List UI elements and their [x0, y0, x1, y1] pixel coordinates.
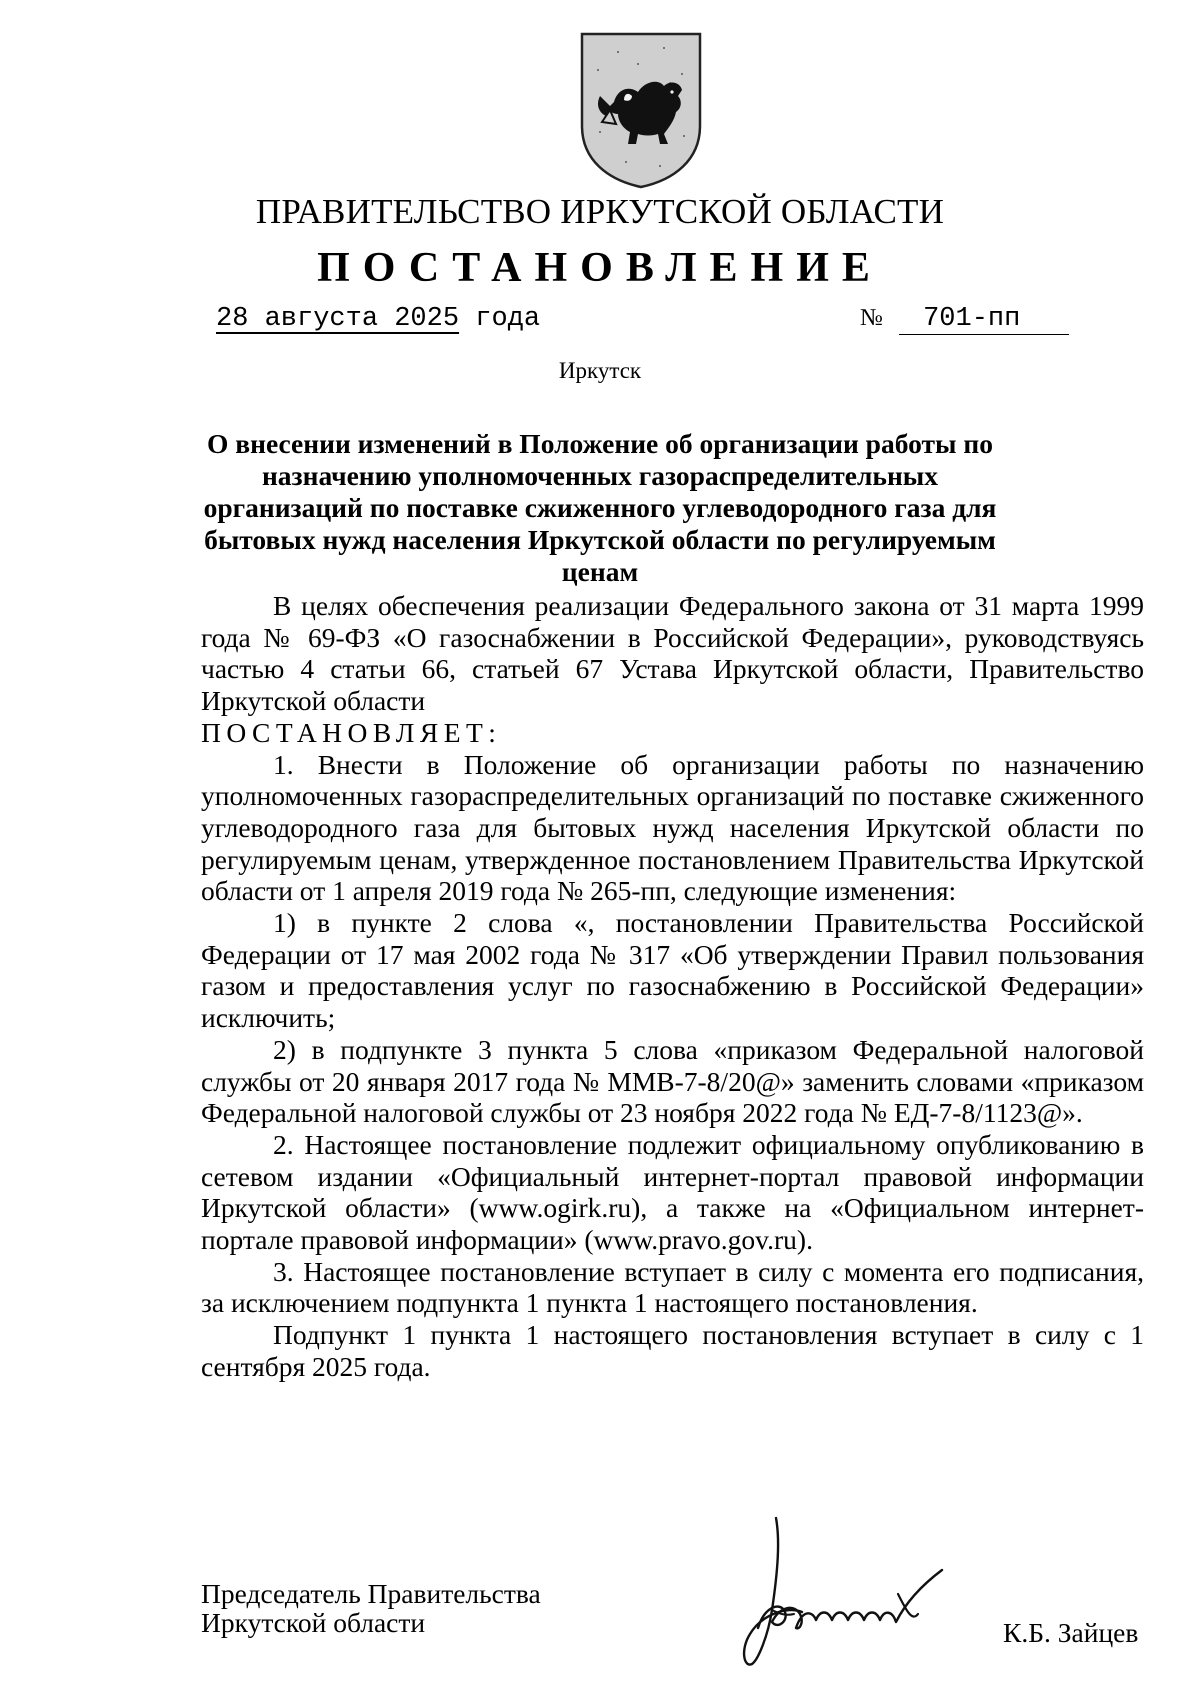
preamble-paragraph: В целях обеспечения реализации Федерального закона от 31 марта 1999 года № 69-ФЗ «О газоснабжении в Российской Федерации», руководствуясь частью 4 статьи 66, статьей 67 Устава Иркутской области, Правительство Иркутской области [201, 590, 1144, 717]
coat-of-arms-emblem [578, 30, 704, 190]
item-3-note-paragraph: Подпункт 1 пункта 1 настоящего постановления вступает в силу с 1 сентября 2025 года. [201, 1319, 1144, 1382]
number-sign: № [860, 305, 883, 331]
signer-title-line-1: Председатель Правительства [201, 1578, 541, 1609]
document-body [201, 590, 1144, 1383]
item-1-1-paragraph: 1) в пункте 2 слова «, постановлении Правительства Российской Федерации от 17 мая 2002 года № 317 «Об утверждении Правил пользования газом и предоставления услуг по газоснабжению в Российской Федерации» исключить; [201, 907, 1144, 1034]
item-1-paragraph: 1. Внести в Положение об организации работы по назначению уполномоченных газораспределительных организаций по поставке сжиженного углеводородного газа для бытовых нужд населения Иркутской области по регулируемым ценам, утвержденное постановлением Правительства Иркутской области от 1 апреля 2019 года № 265-пп, следующие изменения: [201, 748, 1144, 907]
document-subject: О внесении изменений в Положение об организации работы по назначению уполномоченных газораспределительных организаций по поставке сжиженного углеводородного газа для бытовых нужд населения Иркутской области по регулируемым ценам [203, 428, 997, 587]
decree-word: ПОСТАНОВЛЯЕТ: [201, 716, 502, 748]
document-date-suffix: года [475, 304, 541, 334]
document-type-heading: ПОСТАНОВЛЕНИЕ [317, 245, 883, 291]
item-1-2-paragraph: 2) в подпункте 3 пункта 5 слова «приказом Федеральной налоговой службы от 20 января 2017 года № ММВ-7-8/20@» заменить словами «приказом Федеральной налоговой службы от 23 ноября 2022 года № ЕД-7-8/1123@». [201, 1033, 1144, 1129]
document-number [860, 304, 1069, 335]
signer-title-line-2: Иркутской области [201, 1607, 426, 1638]
handwritten-signature [728, 1510, 968, 1680]
signer-name: К.Б. Зайцев [1003, 1617, 1139, 1648]
document-date [216, 304, 540, 334]
signer-title [201, 1579, 541, 1637]
document-number-value: 701-пп [899, 304, 1069, 335]
item-3-paragraph: 3. Настоящее постановление вступает в силу с момента его подписания, за исключением подпункта 1 пункта 1 настоящего постановления. [201, 1255, 1144, 1319]
item-2-paragraph: 2. Настоящее постановление подлежит официальному опубликованию в сетевом издании «Официальный интернет-портал правовой информации Иркутской области» (www.ogirk.ru), а также на «Официальном интернет-портале правовой информации» (www.pravo.gov.ru). [201, 1128, 1144, 1256]
document-date-value: 28 августа 2025 [216, 304, 460, 334]
document-city: Иркутск [558, 358, 642, 383]
organization-title: ПРАВИТЕЛЬСТВО ИРКУТСКОЙ ОБЛАСТИ [255, 192, 945, 231]
